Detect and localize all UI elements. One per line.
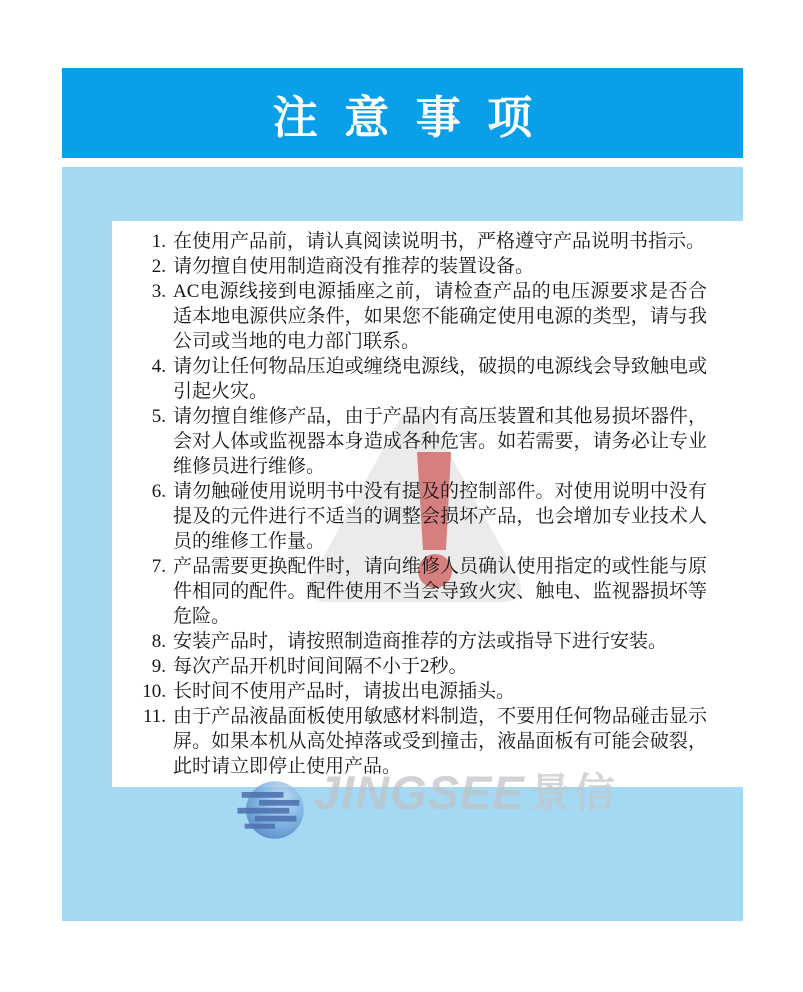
notice-item <box>120 554 707 629</box>
notice-number: 3. <box>151 281 166 302</box>
notice-number: 11. <box>142 706 166 727</box>
page-title: 注 意 事 项 <box>272 91 540 143</box>
notice-number: 4. <box>151 356 166 377</box>
notice-text: 产品需要更换配件时，请向维修人员确认使用指定的或性能与原件相同的配件。配件使用不当会导致火灾、触电、监视器损坏等危险。 <box>173 556 707 627</box>
jingsee-globe-icon <box>236 774 308 846</box>
notice-item <box>120 404 707 479</box>
notice-text: 在使用产品前，请认真阅读说明书，严格遵守产品说明书指示。 <box>173 231 706 252</box>
notice-item <box>120 479 707 554</box>
logo-text-en: JINGSEE <box>314 766 525 819</box>
jingsee-logo-watermark <box>236 768 618 846</box>
header-bar <box>62 68 743 158</box>
notice-number: 10. <box>142 681 166 702</box>
notice-number: 7. <box>151 556 166 577</box>
notice-item <box>120 679 707 704</box>
logo-text-cn: 景信 <box>529 770 618 816</box>
notice-text: 长时间不使用产品时，请拔出电源插头。 <box>173 681 516 702</box>
notice-text: 请勿擅自使用制造商没有推荐的装置设备。 <box>173 256 535 277</box>
notice-list <box>112 221 743 779</box>
notice-text: 请勿擅自维修产品，由于产品内有高压装置和其他易损坏器件，会对人体或监视器本身造成各种危害。如若需要，请务必让专业维修员进行维修。 <box>173 406 707 477</box>
notice-number: 1. <box>151 231 166 252</box>
notice-item <box>120 354 707 404</box>
notice-text: 由于产品液晶面板使用敏感材料制造，不要用任何物品碰击显示屏。如果本机从高处掉落或受到撞击，液晶面板有可能会破裂，此时请立即停止使用产品。 <box>173 706 707 777</box>
notice-number: 2. <box>151 256 166 277</box>
content-panel <box>62 167 743 921</box>
notice-number: 6. <box>151 481 166 502</box>
notice-text: 请勿触碰使用说明书中没有提及的控制部件。对使用说明中没有提及的元件进行不适当的调整会损坏产品，也会增加专业技术人员的维修工作量。 <box>173 481 707 552</box>
notice-number: 5. <box>151 406 166 427</box>
notice-number: 8. <box>151 631 166 652</box>
notice-number: 9. <box>151 656 166 677</box>
notice-text: AC电源线接到电源插座之前，请检查产品的电压源要求是否合适本地电源供应条件，如果您不能确定使用电源的类型，请与我公司或当地的电力部门联系。 <box>173 281 707 352</box>
notice-text: 请勿让任何物品压迫或缠绕电源线，破损的电源线会导致触电或引起火灾。 <box>173 356 707 402</box>
notice-text: 每次产品开机时间间隔不小于2秒。 <box>173 656 468 677</box>
notice-item <box>120 654 707 679</box>
notice-item <box>120 254 707 279</box>
notice-text: 安装产品时，请按照制造商推荐的方法或指导下进行安装。 <box>173 631 668 652</box>
notice-box <box>112 221 743 787</box>
notice-item <box>120 279 707 354</box>
notice-item <box>120 629 707 654</box>
notice-item <box>120 229 707 254</box>
